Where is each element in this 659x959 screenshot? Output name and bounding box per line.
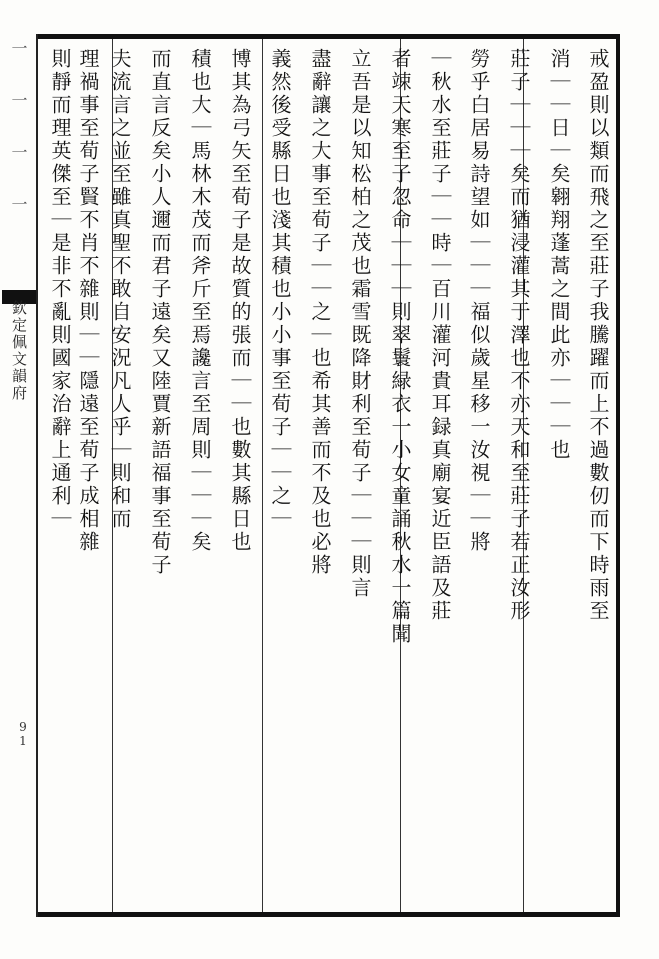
text-column-10: 博其為弓矢至荀子是故質的張而｜｜也數其縣日也 xyxy=(228,48,252,554)
frame-top-rule xyxy=(36,34,620,39)
text-column-11: 積也大｜馬林木茂而斧斤至焉讒言至周則｜｜｜矣 xyxy=(188,48,212,554)
text-column-13: 夫流言之並至雖真聖不敢自安況凡人乎｜則和而 xyxy=(108,48,132,531)
text-column-3: 莊子｜｜｜矣而猶浸灌其于澤也不亦天和至莊子若正汝形 xyxy=(507,48,531,623)
frame-bottom-rule xyxy=(36,912,620,917)
text-column-5: ｜秋水至莊子｜｜時｜百川灌河貴耳録真廟宴近臣語及莊 xyxy=(428,48,452,623)
text-column-8: 盡辭讓之大事至荀子｜｜之｜也希其善而不及也必將 xyxy=(308,48,332,577)
text-column-9: 義然後受縣日也淺其積也小小事至荀子｜｜之｜ xyxy=(268,48,292,531)
text-column-15: 則靜而理英傑至｜是非不亂則國家治辭上通利｜ xyxy=(48,48,72,531)
book-title: 欽定佩文韻府 xyxy=(10,300,28,402)
text-column-2: 消｜｜日｜矣翱翔蓬蒿之間此亦｜｜｜也 xyxy=(547,48,571,462)
text-column-7: 立吾是以知松柏之茂也霜雪既降財利至荀子｜｜｜則言 xyxy=(348,48,372,600)
text-column-14: 理禍事至荀子賢不肖不雜則｜｜隱遠至荀子成相雜 xyxy=(76,48,100,554)
text-column-6: 者竦天寒至子忽命｜｜｜則翠鬟緑衣一小女童誦秋水一篇聞 xyxy=(388,48,412,646)
page-number: 91 xyxy=(16,720,30,748)
text-column-12: 而直言反矣小人邇而君子遠矣又陸賈新語福事至荀子 xyxy=(148,48,172,577)
text-column-1: 戒盈則以類而飛之至莊子我騰躍而上不過數仞而下時雨至 xyxy=(586,48,610,623)
page-margin xyxy=(0,0,36,959)
margin-marks: 一 一 一 一 xyxy=(9,40,28,222)
text-column-4: 勞乎白居易詩望如｜｜｜福似歲星移一汝視｜｜將 xyxy=(467,48,491,554)
